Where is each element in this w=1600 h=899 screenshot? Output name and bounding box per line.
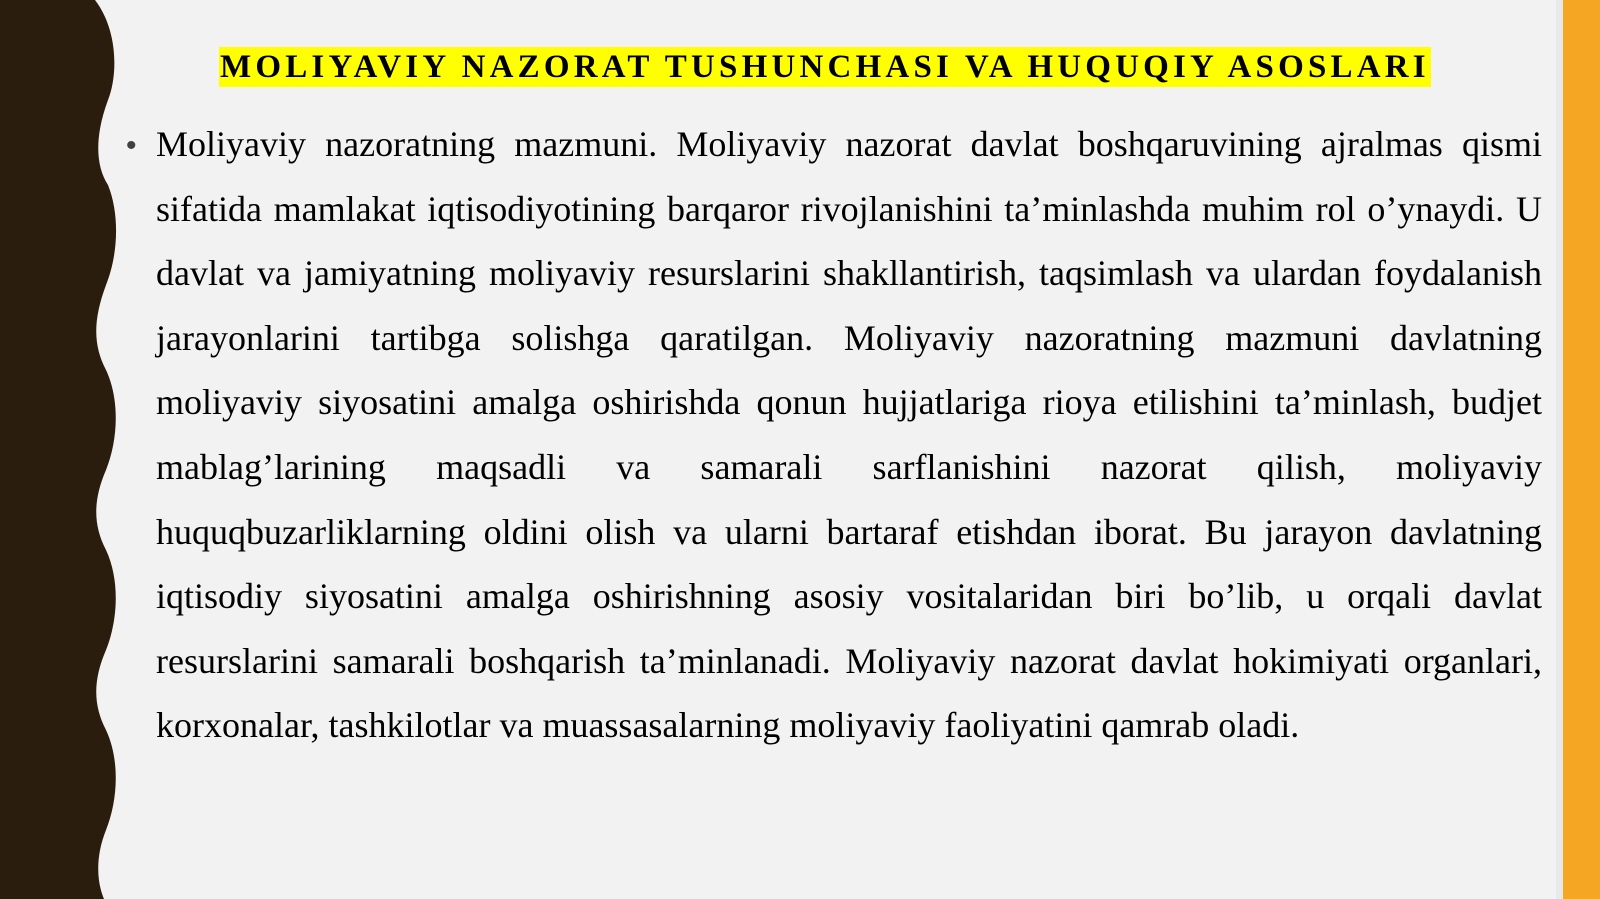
wave-shape: [0, 0, 116, 899]
bullet-marker: •: [126, 129, 137, 162]
right-accent-bar: [1563, 0, 1600, 899]
right-bar-edge: [1556, 0, 1563, 899]
slide-title: MOLIYAVIY NAZORAT TUSHUNCHASI VA HUQUQIY ASOSLARI: [220, 49, 1430, 85]
left-wavy-band: [0, 0, 130, 899]
title-container: [219, 47, 1493, 87]
body-paragraph: Moliyaviy nazoratning mazmuni. Moliyaviy nazorat davlat boshqaruvining ajralmas qismi sifatida mamlakat iqtisodiyotining barqaror rivojlanishini ta’minlashda muhim rol o’ynaydi. U davlat va jamiyatning moliyaviy resurslarini shakllantirish, taqsimlash va ulardan foydalanish jarayonlarini tartibga solishga qaratilgan. Moliyaviy nazoratning mazmuni davlatning moliyaviy siyosatini amalga oshirishda qonun hujjatlariga rioya etilishini ta’minlash, budjet mablag’larining maqsadli va samarali sarflanishini nazorat qilish, moliyaviy huquqbuzarliklarning oldini olish va ularni bartaraf etishdan iborat. Bu jarayon davlatning iqtisodiy siyosatini amalga oshirishning asosiy vositalaridan biri bo’lib, u orqali davlat resurslarini samarali boshqarish ta’minlanadi. Moliyaviy nazorat davlat hokimiyati organlari, korxonalar, tashkilotlar va muassasalarning moliyaviy faoliyatini qamrab oladi.: [156, 124, 1542, 746]
